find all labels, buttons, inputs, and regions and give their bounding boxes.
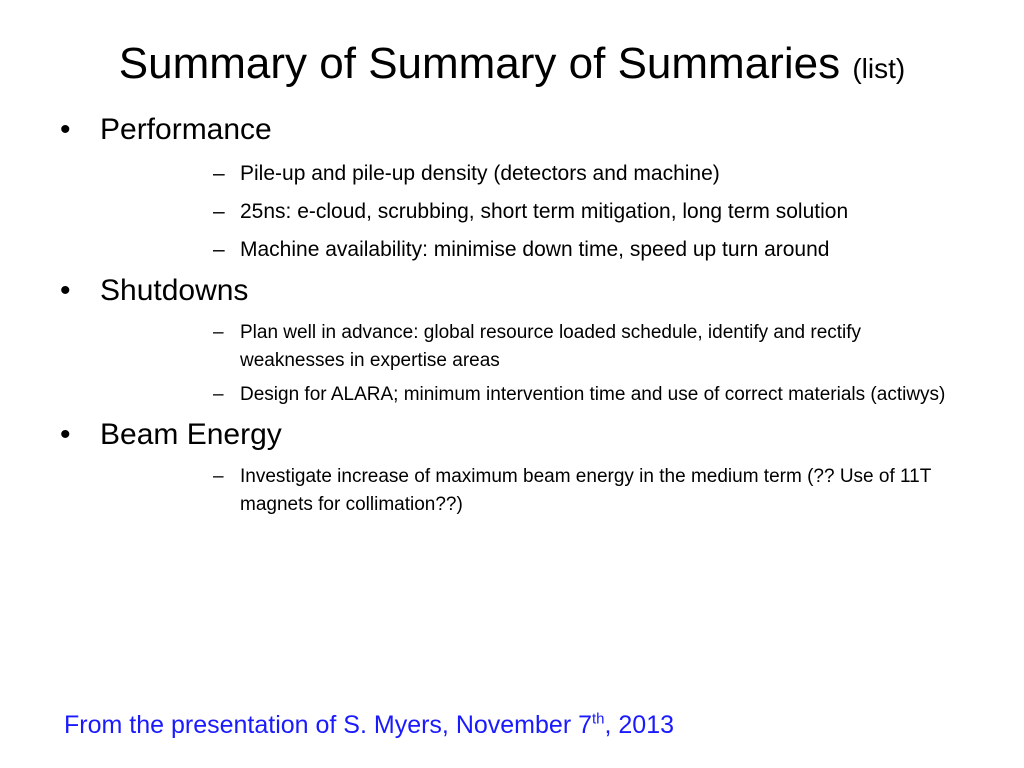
- dash-icon: –: [213, 238, 225, 261]
- sub-item: [213, 319, 956, 375]
- bullet-icon: •: [60, 113, 71, 146]
- sub-item-text: Plan well in advance: global resource loaded schedule, identify and rectify weaknesses in expertise areas: [240, 322, 862, 371]
- dash-icon: –: [213, 322, 224, 343]
- slide-title: [0, 36, 1024, 97]
- dash-icon: –: [213, 200, 225, 223]
- bullet-heading: Shutdowns: [100, 274, 249, 307]
- bullet-item: [56, 417, 956, 453]
- bullet-heading: Performance: [100, 113, 272, 146]
- footer-superscript: th: [592, 710, 605, 728]
- dash-icon: –: [213, 162, 225, 185]
- sub-list: [56, 158, 956, 265]
- bullet-group-shutdowns: [56, 273, 956, 409]
- sub-item: [213, 158, 956, 189]
- bullet-item: [56, 273, 956, 309]
- bullet-icon: •: [60, 274, 71, 307]
- slide-title-suffix: (list): [852, 53, 906, 84]
- sub-list: [56, 463, 956, 519]
- bullet-group-performance: [56, 112, 956, 265]
- bullet-heading: Beam Energy: [100, 418, 282, 451]
- bullet-group-beam-energy: [56, 417, 956, 519]
- slide-title-main: Summary of Summary of Summaries: [118, 39, 841, 88]
- sub-item-text: Pile-up and pile-up density (detectors and machine): [240, 162, 720, 185]
- footer-citation: [64, 705, 674, 745]
- sub-item-text: Design for ALARA; minimum intervention time and use of correct materials (actiwys): [240, 384, 946, 405]
- sub-item-text: Investigate increase of maximum beam energy in the medium term (?? Use of 11T magnets for collimation??): [240, 466, 931, 515]
- sub-item: [213, 381, 956, 409]
- sub-item-text: Machine availability: minimise down time, speed up turn around: [240, 238, 830, 261]
- dash-icon: –: [213, 384, 224, 405]
- dash-icon: –: [213, 466, 224, 487]
- footer-text-end: , 2013: [604, 711, 675, 739]
- sub-item-text: 25ns: e-cloud, scrubbing, short term mitigation, long term solution: [240, 200, 849, 223]
- sub-item: [213, 234, 956, 265]
- sub-item: [213, 196, 956, 227]
- bullet-item: [56, 112, 956, 148]
- footer-text: From the presentation of S. Myers, November 7: [64, 711, 592, 739]
- bullet-list: [56, 112, 956, 525]
- sub-item: [213, 463, 956, 519]
- bullet-icon: •: [60, 418, 71, 451]
- sub-list: [56, 319, 956, 409]
